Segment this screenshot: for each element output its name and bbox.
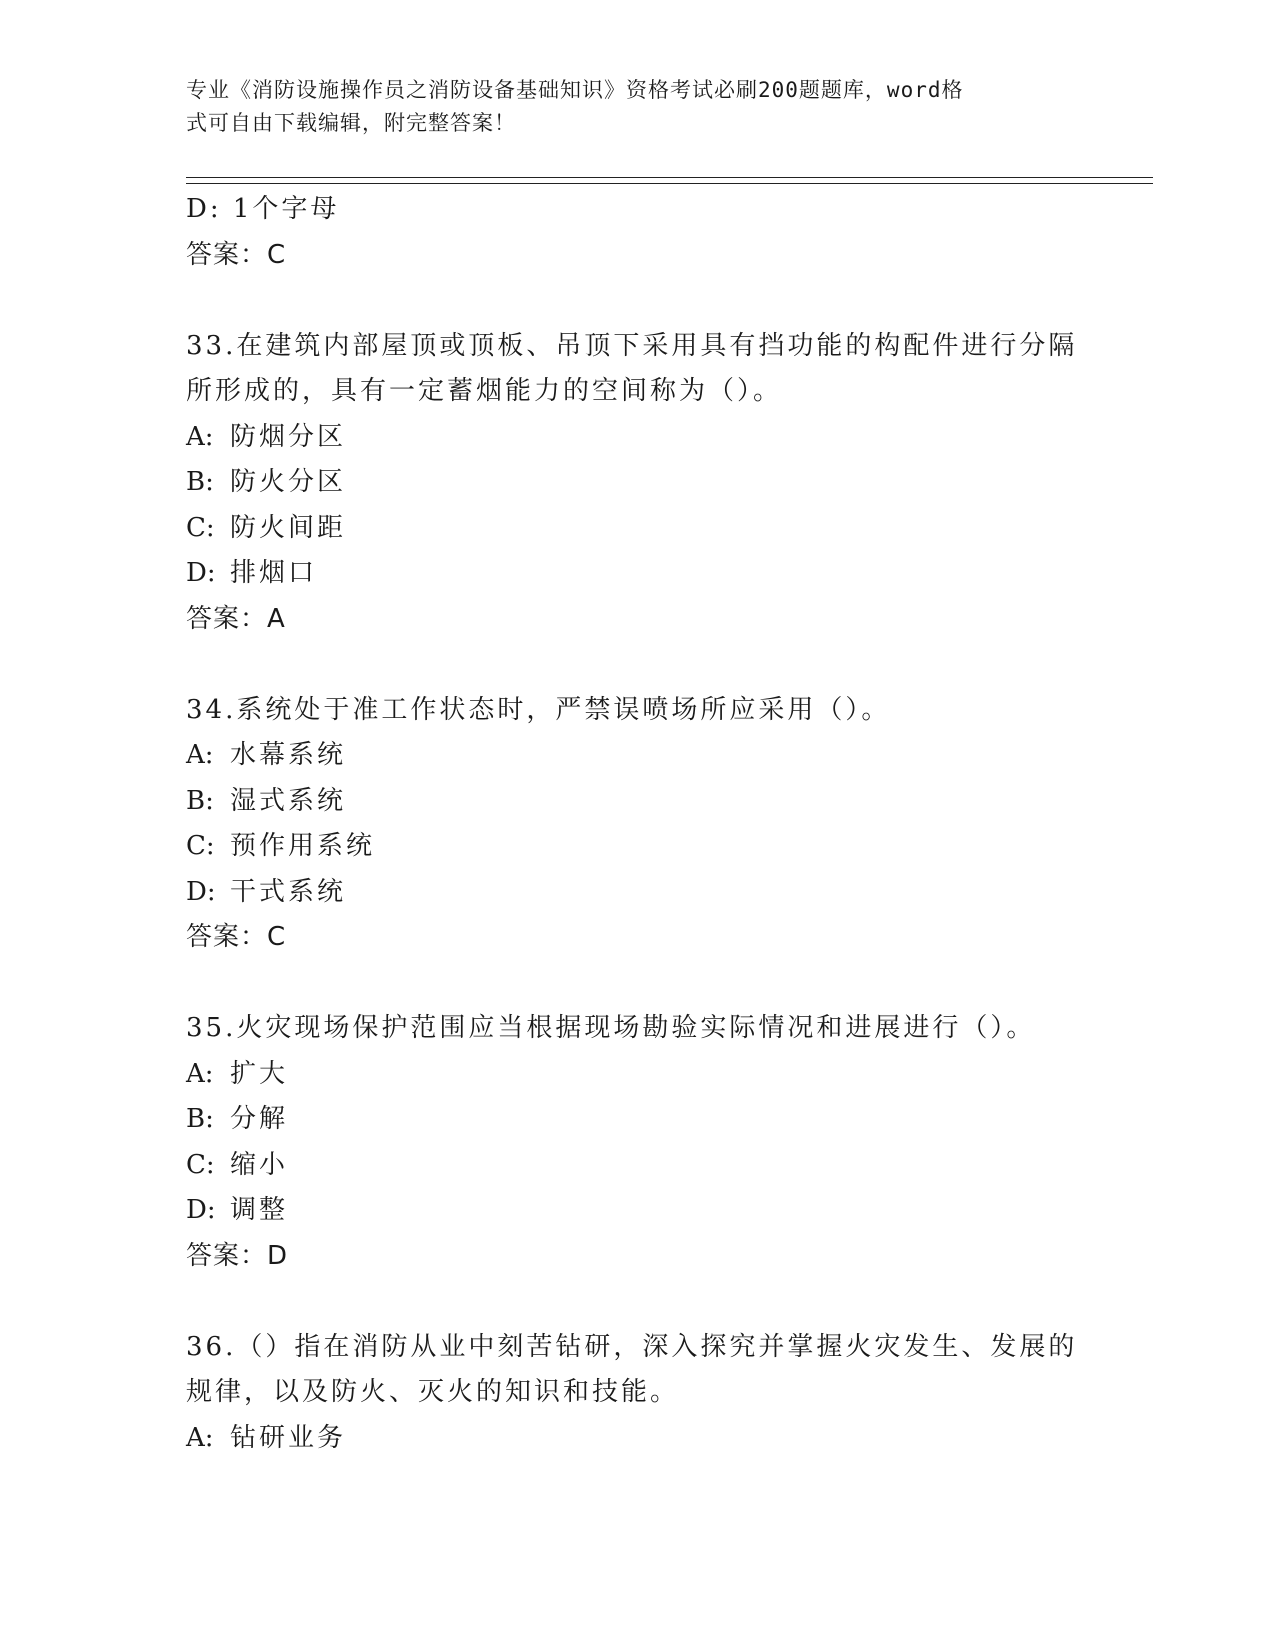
option-letter: D: (186, 1195, 216, 1225)
option-text: 湿式系统 (230, 785, 347, 816)
option-letter: D: (186, 558, 216, 588)
option-letter: B: (186, 1104, 214, 1134)
spacer (186, 961, 1086, 1007)
option-text: 防火间距 (230, 512, 347, 543)
option-text: 水幕系统 (230, 740, 347, 770)
option-text: 扩大 (230, 1058, 289, 1089)
question-block (186, 688, 1086, 961)
option-letter: C: (186, 1149, 215, 1180)
option-line (186, 506, 1086, 552)
question-block (186, 324, 1086, 643)
option-line (186, 1416, 1086, 1462)
option-text: 缩小 (230, 1149, 289, 1180)
question-stem-line: 33.在建筑内部屋顶或顶板、吊顶下采用具有挡功能的构配件进行分隔 (186, 330, 1078, 361)
option-letter: B: (186, 467, 214, 497)
option-text: 调整 (230, 1195, 289, 1225)
question-stem-line: 36.（）指在消防从业中刻苦钻研，深入探究并掌握火灾发生、发展的 (186, 1331, 1078, 1362)
option-letter: A: (186, 1422, 214, 1453)
option-text: 防火分区 (230, 467, 347, 497)
answer-line: 答案：C (186, 922, 287, 952)
option-line (186, 1188, 1086, 1234)
header-divider-bottom (186, 183, 1153, 184)
document-header (186, 74, 1066, 140)
spacer (186, 278, 1086, 324)
option-line (186, 779, 1086, 825)
question-list (186, 187, 1086, 1461)
question-stem-line: 34.系统处于准工作状态时，严禁误喷场所应采用（）。 (186, 694, 891, 725)
question-block (186, 1006, 1086, 1279)
option-line (186, 1097, 1086, 1143)
question-stem-line: 所形成的，具有一定蓄烟能力的空间称为（）。 (186, 376, 783, 406)
header-divider-top (186, 177, 1153, 178)
option-text: 钻研业务 (230, 1422, 347, 1453)
header-line-1: 专业《消防设施操作员之消防设备基础知识》资格考试必刷200题题库，word格 (186, 78, 964, 102)
option-line (186, 824, 1086, 870)
option-line (186, 551, 1086, 597)
option-text: 防烟分区 (230, 421, 347, 452)
option-line (186, 415, 1086, 461)
option-line (186, 1052, 1086, 1098)
option-letter: A: (186, 421, 214, 452)
option-text: 分解 (230, 1104, 289, 1134)
answer-line: 答案：A (186, 603, 286, 634)
question-block (186, 1325, 1086, 1462)
option-letter: A: (186, 1058, 214, 1089)
option-text: 预作用系统 (230, 831, 376, 861)
answer-line: 答案：D (186, 1240, 289, 1271)
option-line (186, 1143, 1086, 1189)
question-stem-line: 规律，以及防火、灭火的知识和技能。 (186, 1377, 680, 1407)
option-letter: C: (186, 831, 215, 861)
option-letter: B: (186, 785, 214, 816)
question-stem-line: 35.火灾现场保护范围应当根据现场勘验实际情况和进展进行（）。 (186, 1013, 1036, 1043)
option-line (186, 733, 1086, 779)
option-text: 排烟口 (230, 558, 318, 588)
option-letter: C: (186, 512, 215, 543)
option-letter: D: (186, 876, 216, 907)
option-line (186, 870, 1086, 916)
header-line-2: 式可自由下载编辑，附完整答案！ (186, 111, 516, 135)
spacer (186, 642, 1086, 688)
option-line: D: 1个字母 (186, 194, 340, 224)
spacer (186, 1279, 1086, 1325)
option-letter: A: (186, 740, 214, 770)
answer-line: 答案：C (186, 239, 287, 270)
option-text: 干式系统 (230, 876, 347, 907)
option-line (186, 460, 1086, 506)
